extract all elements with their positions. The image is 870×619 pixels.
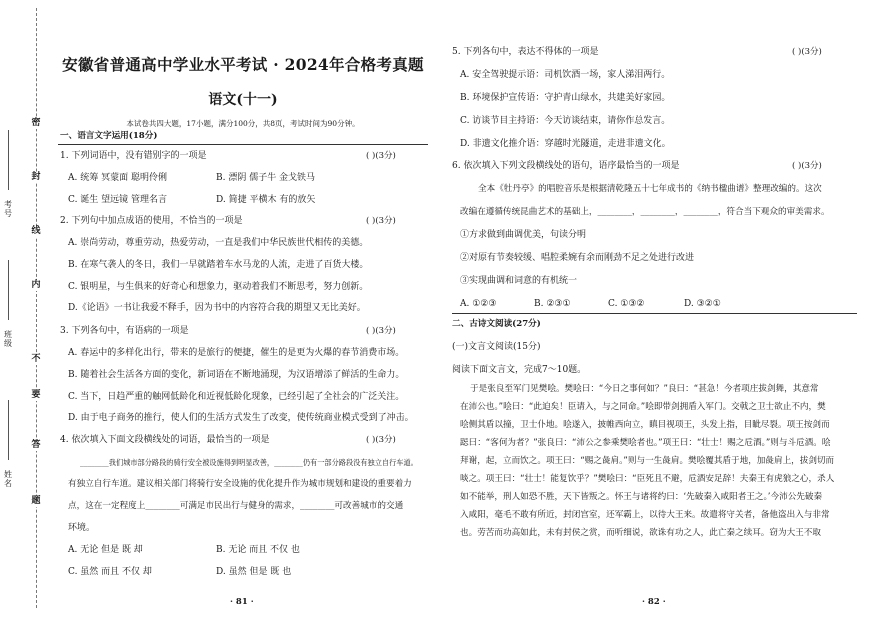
class-line[interactable] [8, 260, 9, 320]
seal-word: 密 [31, 118, 41, 128]
page-number: · 81 · [230, 597, 254, 607]
classical-line: 跽曰：“客何为者？”张良曰：“沛公之参乘樊哙者也。”项王曰：“壮士！赐之卮酒。”则与斗卮酒。哙 [460, 438, 831, 448]
question-4-passage-line: 点，这在一定程度上________可满足市民出行与健身的需求，________可改善城市的交通 [68, 501, 404, 511]
question-2-option-d[interactable]: D.《论语》一书让我爱不释手，因为书中的内容符合我的期望又无比美好。 [68, 303, 366, 313]
question-4-option-c[interactable]: C. 虽然 而且 不仅 却 [68, 567, 152, 577]
seal-word: 不 [31, 354, 41, 364]
question-4-passage-line: 环境。 [68, 523, 96, 533]
question-2-option-a[interactable]: A. 崇尚劳动，尊重劳动，热爱劳动，一直是我们中华民族世代相传的美德。 [68, 238, 369, 248]
classical-line: 也。劳苦而功高如此，未有封侯之赏，而听细说，欲诛有功之人，此亡秦之续耳。窃为大王不取 [460, 528, 821, 538]
question-5-option-a[interactable]: A. 安全驾驶提示语：司机饮酒一场，家人涕泪两行。 [460, 70, 671, 80]
question-2-score: ( )(3分) [366, 216, 396, 226]
question-3-option-a[interactable]: A. 春运中的多样化出行，带来的是旅行的便捷，催生的是更为火爆的春节消费市场。 [68, 348, 405, 358]
question-6-item-1: ①方求做到曲调优美，句读分明 [460, 230, 587, 240]
left-page [58, 0, 428, 619]
question-2-option-b[interactable]: B. 在寒气袭人的冬日，我们一早就踏着车水马龙的人流，走进了百货大楼。 [68, 260, 369, 270]
classical-line: 如不能举，刑人如恐不胜，天下皆叛之。怀王与诸将约曰：‘先破秦入咸阳者王之。’今沛公先破秦 [460, 492, 823, 502]
question-5-option-c[interactable]: C. 访谈节目主持语：今天访谈结束，请你作总发言。 [460, 116, 671, 126]
question-5-option-b[interactable]: B. 环境保护宣传语：守护青山绿水，共建美好家园。 [460, 93, 671, 103]
reading-instruction: 阅读下面文言文，完成7～10题。 [452, 365, 587, 375]
question-5-score: ( )(3分) [792, 47, 822, 57]
seal-word: 线 [31, 226, 41, 236]
question-6-passage-line: 全本《牡丹亭》的唱腔音乐是根据清乾隆五十七年成书的《纳书楹曲谱》整理改编的。这次 [478, 184, 822, 194]
question-6-option-b[interactable]: B. ②③① [534, 299, 571, 309]
question-1-option-a[interactable]: A. 统筹 冥蒙面 聪明伶俐 [68, 173, 167, 183]
question-6-item-3: ③实现曲调和词意的有机统一 [460, 276, 578, 286]
question-3-option-b[interactable]: B. 随着社会生活各方面的变化，新词语在不断地涌现，为汉语增添了鲜活的生命力。 [68, 370, 405, 380]
exam-number-line[interactable] [8, 130, 9, 190]
question-6-passage-line: 改编在遵循传统昆曲艺术的基础上，________，________，________，符合当下观众的审美需求。 [460, 207, 830, 217]
question-6-option-c[interactable]: C. ①③② [608, 299, 645, 309]
question-4-score: ( )(3分) [366, 435, 396, 445]
question-3-option-c[interactable]: C. 当下，日趋严重的触网低龄化和近视低龄化现象，已经引起了全社会的广泛关注。 [68, 392, 405, 402]
exam-note: 本试卷共四大题，17小题，满分100分，共8页，考试时间为90分钟。 [126, 119, 360, 128]
subsection-heading: (一)文言文阅读(15分) [452, 342, 541, 352]
classical-line: 啖之。项王曰：“壮士！能复饮乎？”樊哙曰：“臣死且不避，卮酒安足辞！夫秦王有虎狼之心，杀人 [460, 474, 835, 484]
seal-word: 要 [31, 390, 41, 400]
question-5-stem: 5. 下列各句中，表达不得体的一项是 [452, 47, 599, 57]
classical-line: 哙侧其盾以撞，卫士仆地。哙遂入，披帷西向立，瞋目视项王，头发上指，目眦尽裂。项王按剑而 [460, 420, 830, 430]
seal-dashed-line [36, 8, 37, 608]
question-4-passage-line: ________我们城市部分路段的骑行安全被设施得到明显改善，________仍有一部分路段没有独立自行车道。 [80, 458, 418, 467]
class-label: 班级 [4, 330, 12, 348]
question-3-score: ( )(3分) [366, 326, 396, 336]
question-2-option-c[interactable]: C. 银明星，与生俱来的好奇心和想象力，驱动着我们不断思考，努力创新。 [68, 282, 369, 292]
question-5-option-d[interactable]: D. 非遗文化推介语：穿越时光隧道，走进非遗文化。 [460, 139, 671, 149]
question-3-stem: 3. 下列各句中，有语病的一项是 [60, 326, 189, 336]
name-label: 姓名 [4, 470, 12, 488]
seal-word: 答 [31, 440, 41, 450]
question-4-option-d[interactable]: D. 虽然 但是 既 也 [216, 567, 292, 577]
question-1-score: ( )(3分) [366, 151, 396, 161]
classical-line: 在沛公也。”哙曰：“此迫矣！臣请入，与之同命。”哙即带剑拥盾入军门。交戟之卫士欲止不内，樊 [460, 402, 826, 412]
seal-word: 内 [31, 280, 41, 290]
seal-word: 题 [31, 496, 41, 506]
question-6-option-a[interactable]: A. ①②③ [460, 299, 497, 309]
question-4-option-a[interactable]: A. 无论 但是 既 却 [68, 545, 143, 555]
question-4-option-b[interactable]: B. 无论 而且 不仅 也 [216, 545, 300, 555]
classical-line: 于是张良至军门见樊哙。樊哙曰：“今日之事何如？”良曰：“甚急！今者项庄拔剑舞，其意常 [470, 384, 819, 394]
question-1-stem: 1. 下列词语中，没有错别字的一项是 [60, 151, 207, 161]
question-6-score: ( )(3分) [792, 161, 822, 171]
question-1-option-c[interactable]: C. 诞生 望远镜 管理名言 [68, 195, 168, 205]
name-line[interactable] [8, 400, 9, 460]
question-6-option-d[interactable]: D. ③②① [684, 299, 721, 309]
question-6-item-2: ②对原有节奏较缓、唱腔柔婉有余而刚劲不足之处进行改进 [460, 253, 695, 263]
seal-word: 封 [31, 172, 41, 182]
classical-line: 入咸阳，毫毛不敢有所近，封闭宫室，还军霸上，以待大王来。故遣将守关者，备他盗出入与非常 [460, 510, 830, 520]
page-number: · 82 · [642, 597, 666, 607]
question-6-stem: 6. 依次填入下列文段横线处的语句，语序最恰当的一项是 [452, 161, 680, 171]
exam-number-label: 考号 [4, 200, 12, 218]
question-1-option-b[interactable]: B. 漂阴 儒子牛 金戈铁马 [216, 173, 316, 183]
question-2-stem: 2. 下列句中加点成语的使用，不恰当的一项是 [60, 216, 243, 226]
binding-margin [0, 0, 52, 619]
question-4-passage-line: 有独立自行车道。建议相关部门将骑行安全设施的优化提升作为城市规划和建设的重要着力 [68, 479, 412, 489]
section-heading: 一、语言文字运用(18分) [60, 131, 158, 141]
classical-line: 拜谢，起，立而饮之。项王曰：“赐之彘肩。”则与一生彘肩。樊哙覆其盾于地，加彘肩上，拔剑切而 [460, 456, 835, 466]
exam-subtitle: 语文(十一) [208, 92, 278, 108]
section-heading: 二、古诗文阅读(27分) [452, 319, 541, 329]
exam-title: 安徽省普通高中学业水平考试 · 2024年合格考真题 [62, 55, 424, 74]
right-page [452, 0, 857, 619]
question-1-option-d[interactable]: D. 简捷 平横木 有的放矢 [216, 195, 316, 205]
divider [452, 313, 857, 314]
question-3-option-d[interactable]: D. 由于电子商务的推行，使人们的生活方式发生了改变，使传统商业模式受到了冲击。 [68, 413, 414, 423]
question-4-stem: 4. 依次填入下面文段横线处的词语，最恰当的一项是 [60, 435, 270, 445]
divider [58, 144, 428, 145]
